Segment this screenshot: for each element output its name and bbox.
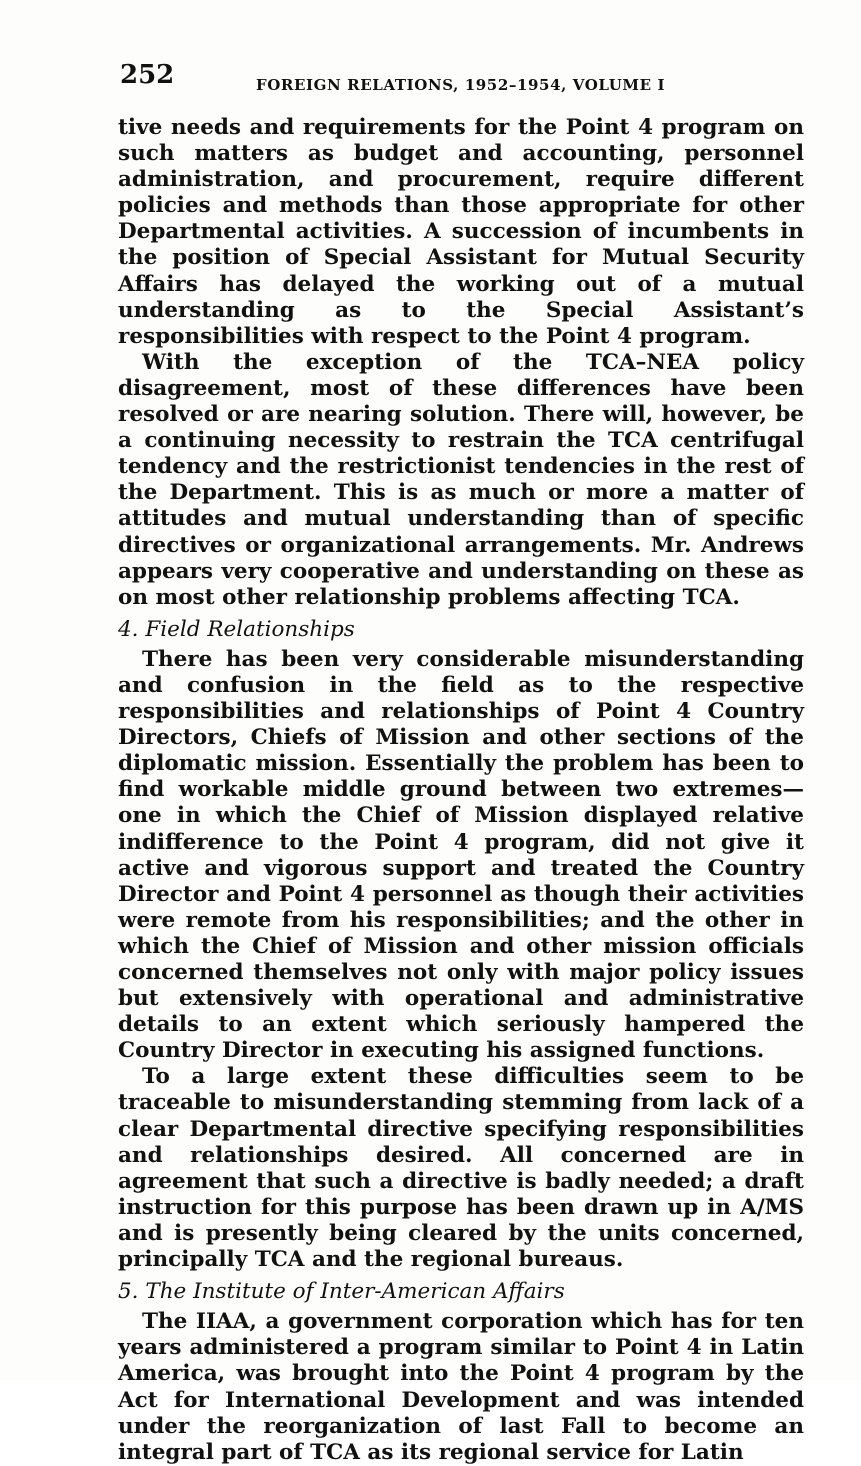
page-number: 252 [120,60,175,90]
paragraph-policy-differences: With the exception of the TCA–NEA policy disagreement, most of these differences have been resolved or are nearing solution. There will, however, be a continuing necessity to restrain the TCA centrifugal tendency and the restrictionist tendencies in the rest of the Department. This is as much or more a matter of attitudes and mutual understanding than of specific directives or organizational arrangements. Mr. Andrews appears very cooperative and understanding on these as on most other relationship problems affecting TCA. [118,349,804,610]
paragraph-departmental-directive: To a large extent these difficulties seem to be traceable to misunderstanding stemming from lack of a clear Departmental directive specifying responsibilities and relationships desired. All concerned are in agreement that such a directive is badly needed; a draft instruction for this purpose has been drawn up in A/MS and is presently being cleared by the units concerned, principally TCA and the regional bureaus. [118,1064,804,1273]
paragraph-continuation: tive needs and requirements for the Point 4 program on such matters as budget and accounting, personnel administration, and procurement, require different policies and methods than those appropriate for other Departmental activities. A succession of incumbents in the position of Special Assistant for Mutual Security Affairs has delayed the working out of a mutual understanding as to the Special Assistant’s responsibilities with respect to the Point 4 program. [118,115,804,349]
section-heading-field-relationships: 4. Field Relationships [118,616,355,642]
section-heading-iiaa: 5. The Institute of Inter-American Affairs [118,1279,565,1305]
paragraph-iiaa: The IIAA, a government corporation which has for ten years administered a program similar to Point 4 in Latin America, was brought into the Point 4 program by the Act for International Development and was intended under the reorganization of last Fall to become an integral part of TCA as its regional service for Latin [118,1309,804,1465]
running-head: FOREIGN RELATIONS, 1952–1954, VOLUME I [256,76,666,94]
page-header [120,60,805,100]
body-text [118,115,804,1466]
paragraph-field-misunderstanding: There has been very considerable misunderstanding and confusion in the field as to the respective responsibilities and relationships of Point 4 Country Directors, Chiefs of Mission and other sections of the diplomatic mission. Essentially the problem has been to find workable middle ground between two extremes—one in which the Chief of Mission displayed relative indifference to the Point 4 program, did not give it active and vigorous support and treated the Country Director and Point 4 personnel as though their activities were remote from his responsibilities; and the other in which the Chief of Mission and other mission officials concerned themselves not only with major policy issues but extensively with operational and administrative details to an extent which seriously hampered the Country Director in executing his assigned functions. [118,646,804,1064]
